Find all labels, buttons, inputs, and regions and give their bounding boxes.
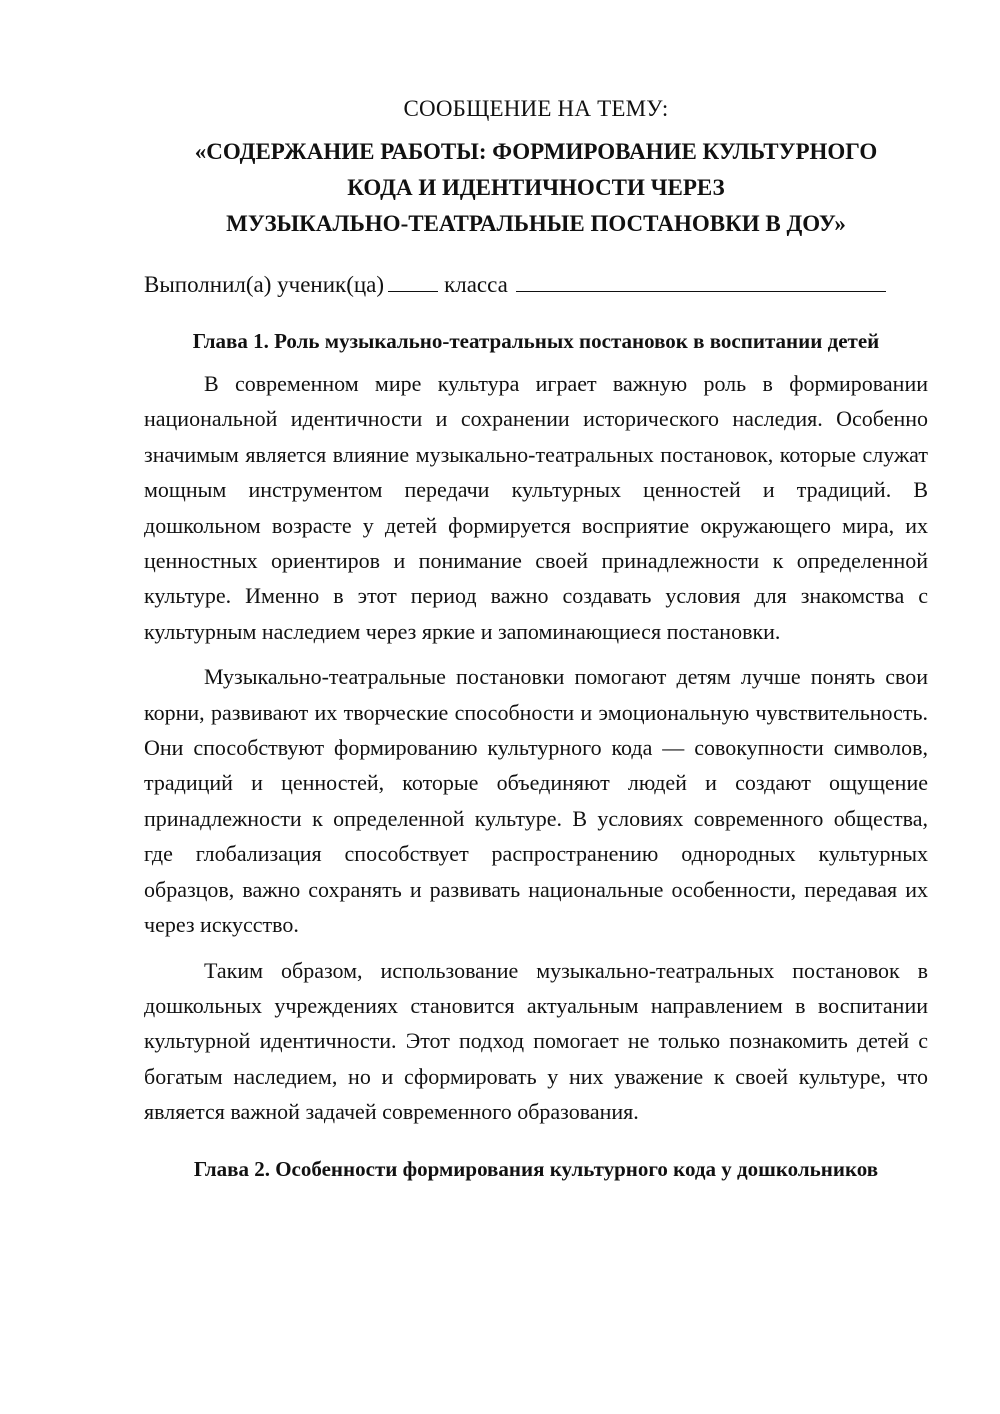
subtitle-line: КОДА И ИДЕНТИЧНОСТИ ЧЕРЕЗ xyxy=(347,175,725,200)
grade-blank-field xyxy=(388,269,438,292)
chapter-1-paragraph-2: Музыкально-театральные постановки помогают детям лучше понять свои корни, развивают их творческие способности и эмоциональную чувствительность. Они способствуют формированию культурного кода — совокупности символов, традиций и ценностей, которые объединяют людей и создают ощущение принадлежности к определенной культуре. В условиях современного общества, где глобализация способствует распространению однородных культурных образцов, важно сохранять и развивать национальные особенности, передавая их через искусство. xyxy=(144,664,928,938)
document-subtitle xyxy=(144,134,928,242)
subtitle-line: МУЗЫКАЛЬНО-ТЕАТРАЛЬНЫЕ ПОСТАНОВКИ В ДОУ» xyxy=(226,211,846,236)
chapter-1-heading: Глава 1. Роль музыкально-театральных постановок в воспитании детей xyxy=(192,329,880,353)
author-line xyxy=(144,268,928,302)
chapter-2-heading: Глава 2. Особенности формирования культурного кода у дошкольников xyxy=(193,1156,879,1181)
class-blank-field xyxy=(516,269,886,292)
document-title: СООБЩЕНИЕ НА ТЕМУ: xyxy=(403,96,669,121)
class-label: класса xyxy=(444,272,508,297)
author-label: Выполнил(а) ученик(ца) xyxy=(144,272,385,297)
chapter-1-paragraph-3: Таким образом, использование музыкально-театральных постановок в дошкольных учреждениях становится актуальным направлением в воспитании культурной идентичности. Этот подход помогает не только познакомить детей с богатым наследием, но и сформировать у них уважение к своей культуре, что является важной задачей современного образования. xyxy=(144,957,928,1125)
subtitle-line: «СОДЕРЖАНИЕ РАБОТЫ: ФОРМИРОВАНИЕ КУЛЬТУРНОГО xyxy=(194,139,878,164)
chapter-1-paragraph-1: В современном мире культура играет важную роль в формировании национальной идентичности и сохранении исторического наследия. Особенно значимым является влияние музыкально-театральных постановок, которые служат мощным инструментом передачи культурных ценностей и традиций. В дошкольном возрасте у детей формируется восприятие окружающего мира, их ценностных ориентиров и понимание своей принадлежности к определенной культуре. Именно в этот период важно создавать условия для знакомства с культурным наследием через яркие и запоминающиеся постановки. xyxy=(144,371,928,644)
document-page xyxy=(144,92,928,1194)
